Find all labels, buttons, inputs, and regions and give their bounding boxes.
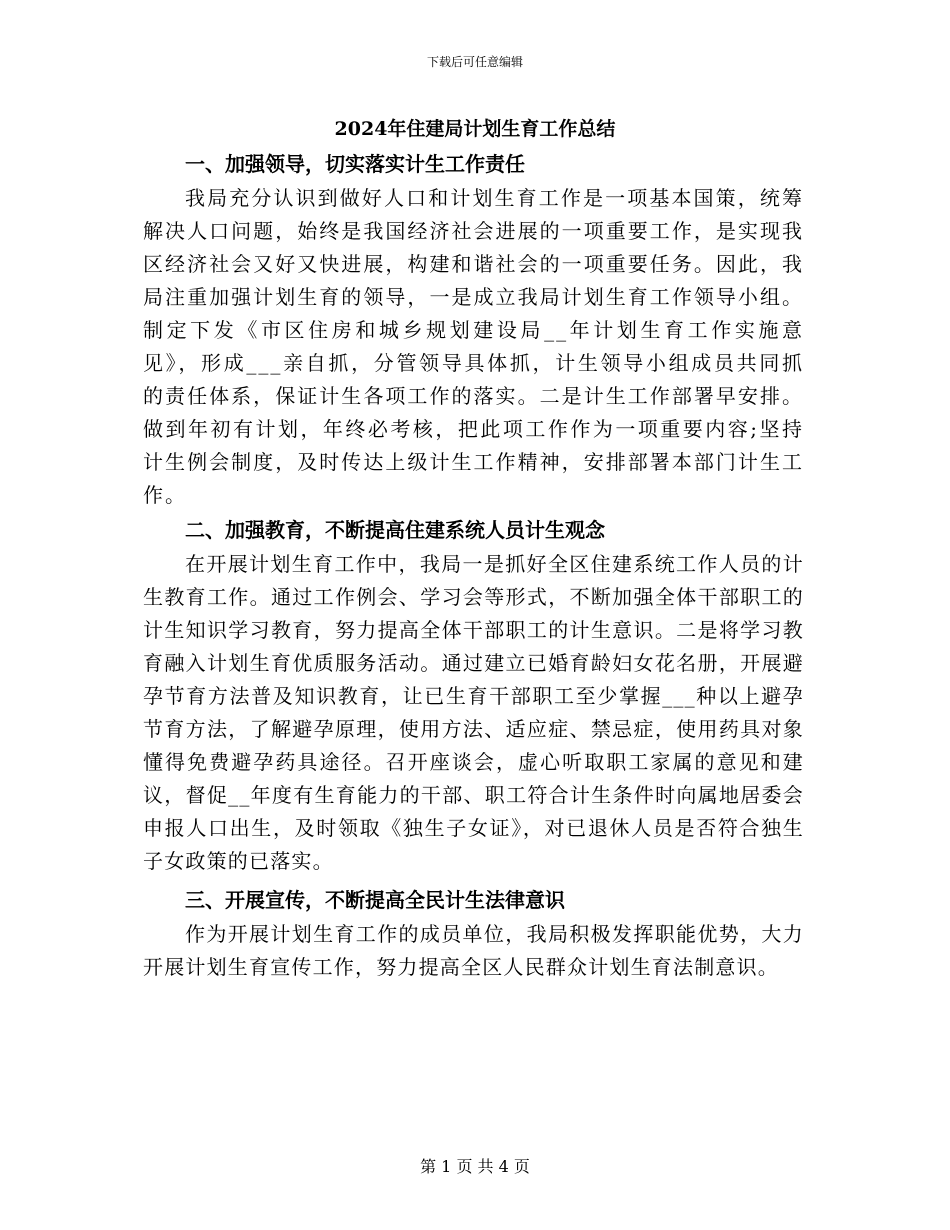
section-1-heading: 一、加强领导，切实落实计生工作责任 [185,152,525,176]
section-2-heading: 二、加强教育，不断提高住建系统人员计生观念 [185,518,605,542]
section-1-paragraph: 我局充分认识到做好人口和计划生育工作是一项基本国策，统筹解决人口问题，始终是我国经济社会进展的一项重要工作，是实现我区经济社会又好又快进展，构建和谐社会的一项重要任务。因此，我局注重加强计划生育的领导，一是成立我局计划生育工作领导小组。制定下发《市区住房和城乡规划建设局__年计划生育工作实施意见》，形成___亲自抓，分管领导具体抓，计生领导小组成员共同抓的责任体系，保证计生各项工作的落实。二是计生工作部署早安排。做到年初有计划，年终必考核，把此项工作作为一项重要内容;坚持计生例会制度，及时传达上级计生工作精神，安排部署本部门计生工作。 [143,186,804,507]
document-body [143,146,804,984]
document-title: 2024年住建局计划生育工作总结 [334,118,616,140]
section-3-paragraph: 作为开展计划生育工作的成员单位，我局积极发挥职能优势，大力开展计划生育宣传工作，努力提高全区人民群众计划生育法制意识。 [143,922,804,979]
section-2-paragraph: 在开展计划生育工作中，我局一是抓好全区住建系统工作人员的计生教育工作。通过工作例会、学习会等形式，不断加强全体干部职工的计生知识学习教育，努力提高全体干部职工的计生意识。二是将学习教育融入计划生育优质服务活动。通过建立已婚育龄妇女花名册，开展避孕节育方法普及知识教育，让已生育干部职工至少掌握___种以上避孕节育方法，了解避孕原理，使用方法、适应症、禁忌症，使用药具对象懂得免费避孕药具途径。召开座谈会，虚心听取职工家属的意见和建议，督促__年度有生育能力的干部、职工符合计生条件时向属地居委会申报人口出生，及时领取《独生子女证》，对已退休人员是否符合独生子女政策的已落实。 [143,552,804,873]
page-number: 第 1 页 共 4 页 [420,1157,530,1176]
header-note: 下载后可任意编辑 [426,55,523,69]
section-3-heading: 三、开展宣传，不断提高全民计生法律意识 [185,888,565,912]
